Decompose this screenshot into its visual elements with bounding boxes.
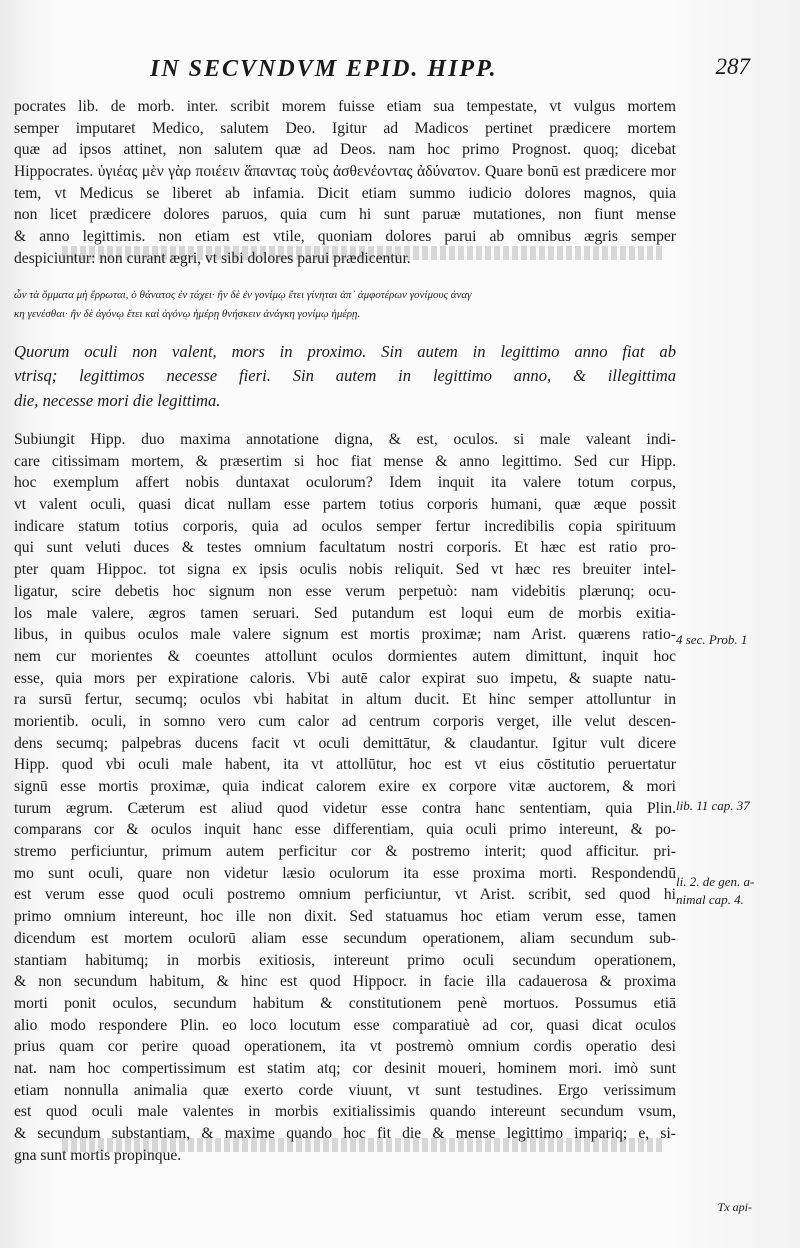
margin-notes: [676, 0, 800, 1248]
text-line: gna sunt mortis propinque.: [14, 1146, 182, 1164]
text-line: alio modo respondere Plin. eo loco locutum esse comparatiuè ad cor, quasi dicat oculos: [14, 1016, 676, 1034]
text-line: etiam nonnulla animalia quæ exerto corde viuunt, vt sunt testudines. Ergo verissimum: [14, 1081, 676, 1099]
margin-note: nimal cap. 4.: [676, 892, 744, 907]
greek-line: ὧν τὰ ὄμματα μὴ ἔρρωται, ὁ θάνατος ἐν τάχει· ἢν δὲ ἐν γονίμῳ ἔτει γίνηται ἀπ᾽ ἀμφοτέρων γονίμους ἀναγ: [14, 288, 472, 301]
text-line: stremo perficiuntur, primum autem perficitur cor & postremo interit; quod afficitur. pri-: [14, 843, 676, 861]
text-line: qui sunt veluti duces & testes omnium facultatum nostri corporis. Et hæc est ratio pro-: [14, 539, 676, 557]
text-line: tem, vt Medicus se liberet ab infamia. Dicit etiam summo iudicio dolores magnos, quia: [14, 184, 676, 202]
spacer: [14, 270, 676, 286]
text-line: turum ægrum. Cæterum est aliud quod videtur esse contra hanc sententiam, quia Plin.: [14, 799, 676, 817]
text-line: dicendum est mortem oculorū aliam esse secundum operationem, aliam secundum sub-: [14, 929, 676, 947]
text-line: comparans cor & oculos inquit hanc esse differentiam, quia oculi primo intereunt, & po-: [14, 821, 676, 839]
text-line: los male valere, ægros tamen seruari. Sed putandum est loqui eum de morbis exitia-: [14, 604, 676, 622]
lemma-line: die, necesse mori die legittima.: [14, 390, 221, 410]
text-line: primo omnium intereunt, hoc ille non dixit. Sed statuamus hoc etiam verum esse, tamen: [14, 908, 676, 926]
text-line: libus, in quibus oculos male valere signum est mortis proximæ; nam Arist. quærens ratio-: [14, 626, 676, 644]
catchword: Tx api-: [717, 1200, 752, 1214]
text-line: mo sunt oculi, quare non videtur læsio oculorum ita esse proxima morti. Respondendū: [14, 864, 676, 882]
text-line: semper imputaret Medico, salutem Deo. Igitur ad Madicos pertinet prædicere mortem: [14, 119, 676, 137]
margin-note: 4 sec. Prob. 1: [676, 632, 748, 647]
greek-line: κη γενέσθαι· ἢν δὲ ἀγόνῳ ἔτει καὶ ἀγόνῳ ἡμέρῃ θνήσκειν ἀνάγκη γονίμῳ ἡμέρῃ.: [14, 307, 361, 320]
text-line: indicare statum totius corporis, quia ad oculos semper fertur incredibilis copia spirituum: [14, 517, 676, 535]
text-line: non licet prædicere dolores paruos, quia cum hi sunt paruæ mutationes, non fiunt mense: [14, 206, 676, 224]
margin-note: lib. 11 cap. 37: [676, 798, 750, 813]
running-head: IN SECVNDVM EPID. HIPP.: [150, 56, 498, 82]
paragraph-1: [14, 96, 676, 270]
text-line: prius quam cor perire quoad operationem, ita vt postremò omnium cordis operatio desi: [14, 1038, 676, 1056]
text-line: nat. nam hoc compertissimum est statim atq; cor desinit moueri, hominem mori. imò sunt: [14, 1059, 676, 1077]
text-line: pter quam Hippoc. tot signa ex ipsis oculis nobis reliquit. Sed vt hæc res breuiter intel-: [14, 561, 676, 579]
text-line: despiciuntur: non curant ægri, vt sibi dolores parui prædicentur.: [14, 249, 411, 267]
text-line: hoc exemplum affert nobis duntaxat oculorum? Idem inquit ita valere totum corpus,: [14, 474, 676, 492]
show-through-text: [62, 246, 662, 260]
text-line: & secundum substantiam, & maxime quando hoc fit die & mense legittimo impariq; e, si-: [14, 1125, 676, 1142]
spacer: [14, 324, 676, 340]
lemma-line: vtrisq; legittimos necesse fieri. Sin autem in legittimo anno, & illegittima: [14, 366, 676, 385]
text-line: esse, quia mors per expiratione caloris. Vbi autē calor expirat suo impetu, & suapte natu-: [14, 669, 676, 687]
text-line: dens secumq; palpebras ducens facit vt oculi demittātur, & claudantur. Igitur vult dicere: [14, 734, 676, 752]
text-line: morientib. oculi, in somno vero cum calor ad centrum corporis verget, ille velut descen-: [14, 712, 676, 730]
text-line: care citissimam mortem, & præsertim si hoc fiat mense & anno legittimo. Sed cur Hipp.: [14, 452, 676, 470]
text-line: ligatur, scire debetis hoc signum non esse verum perpetuò: nam videbitis plærunq; ocu-: [14, 582, 676, 600]
text-line: Subiungit Hipp. duo maxima annotatione digna, & est, oculos. si male valeant indi-: [14, 431, 676, 448]
greek-quotation: [14, 286, 676, 324]
lemma-line: Quorum oculi non valent, mors in proximo. Sin autem in legittimo anno fiat ab: [14, 341, 676, 361]
spacer: [14, 413, 676, 429]
text-line: ra sursū fertur, secumq; oculos vbi habitat in altum ducit. Et hinc semper attolluntur in: [14, 691, 676, 709]
paragraph-2: [14, 429, 676, 1166]
show-through-text: [62, 1138, 662, 1152]
lemma-block: [14, 340, 676, 414]
text-line: stantiam habitumq; in morbis exitiosis, intereunt primo oculi secundum operationem,: [14, 951, 676, 969]
text-line: Hipp. quod vbi oculi male habent, ita vt attollūtur, hoc est vt eius cōstitutio peruertatur: [14, 756, 676, 774]
text-line: vt valent oculi, quasi dicat nullam esse partem totius corporis humani, quæ æque possit: [14, 496, 676, 514]
text-line: pocrates lib. de morb. inter. scribit morem fuisse etiam sua tempestate, vt vulgus mortem: [14, 98, 676, 115]
text-line: signū esse mortis proximæ, quia indicat calorem exire ex corpore vitæ auctorem, & mori: [14, 778, 676, 795]
margin-note: li. 2. de gen. a-: [676, 874, 755, 889]
text-line: est verum esse quod oculi postremo omnium perficiuntur, vt Arist. scribit, sed quod hi: [14, 886, 676, 904]
text-line: morti ponit oculos, secundum habitum & constitutionem penè mortuos. Possumus etiā: [14, 994, 676, 1012]
text-line: Hippocrates. ὑγιέας μὲν γὰρ ποιέειν ἅπαντας τοὺς ἀσθενέοντας ἀδύνατον. Quare bonū est prædicere mor: [14, 163, 676, 181]
text-line: quæ ad ipsos attinet, non salutem quæ ad Deos. nam hoc primo Prognost. quoq; dicebat: [14, 141, 676, 159]
text-line: nem cur morientes & coeuntes attollunt oculos dormientes autem dimittunt, inquit hoc: [14, 647, 676, 665]
page-number: 287: [715, 54, 750, 79]
text-line: & non secundum habitum, & hinc est quod Hippocr. in facie illa cadauerosa & proxima: [14, 973, 676, 991]
page-header: [150, 56, 750, 90]
text-line: est quod oculi male valentes in morbis exitialissimis quando intereunt secundum vsum,: [14, 1103, 676, 1121]
text-line: & anno legittimis. non etiam est vtile, quoniam dolores parui ab omnibus ægris semper: [14, 228, 676, 246]
